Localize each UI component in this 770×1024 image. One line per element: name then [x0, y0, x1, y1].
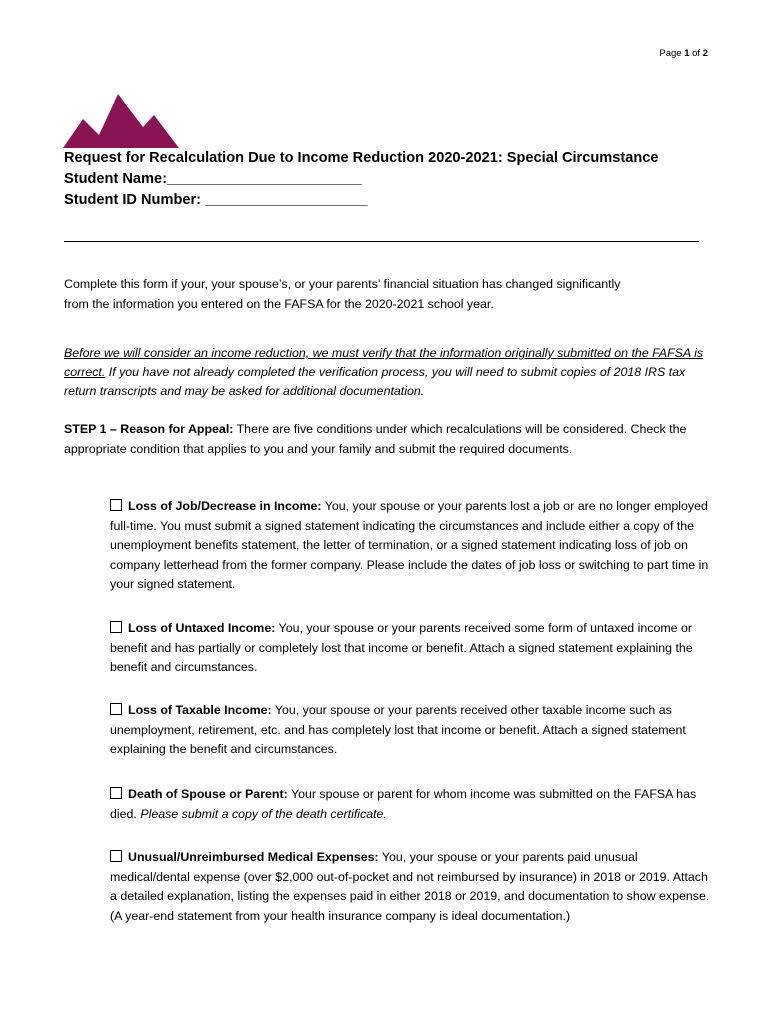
condition-italic-note: Please submit a copy of the death certificate.	[140, 806, 387, 821]
mountain-logo-icon	[63, 93, 179, 148]
notice-underlined: Before we will consider an income reduction, we must verify that the information originally submitted on the FAFSA is correct.	[64, 346, 704, 379]
step-1-label: STEP 1 – Reason for Appeal:	[64, 422, 234, 436]
step-1-text: There are five conditions under which recalculations will be considered. Check the appropriate condition that applies to you and your family and submit the required documents.	[64, 422, 687, 456]
condition-title: Death of Spouse or Parent:	[128, 787, 288, 801]
condition-text: You, your spouse or your parents received other taxable income such as unemployment, retirement, etc. and has completely lost that income or benefit. Attach a signed statement explaining the benefit and circumstances.	[110, 703, 686, 756]
condition-text: You, your spouse or your parents received some form of untaxed income or benefit and has partially or completely lost that income or benefit. Attach a signed statement explaining the benefit and circumstances.	[110, 621, 693, 674]
condition-text: Your spouse or parent for whom income was submitted on the FAFSA has died.	[110, 787, 697, 821]
intro-line-1: Complete this form if your, your spouse’s, or your parents’ financial situation has changed significantly	[64, 277, 621, 291]
condition-loss-of-untaxed-income	[110, 619, 710, 678]
condition-title: Unusual/Unreimbursed Medical Expenses:	[128, 850, 379, 864]
intro-line-2: from the information you entered on the FAFSA for the 2020-2021 school year.	[64, 297, 494, 311]
condition-title: Loss of Job/Decrease in Income:	[128, 499, 322, 513]
verification-notice	[64, 344, 714, 401]
page-total: 2	[702, 48, 708, 59]
checkbox[interactable]	[110, 850, 122, 862]
intro-paragraph	[64, 274, 714, 314]
condition-loss-of-taxable-income	[110, 701, 710, 760]
student-name-field[interactable]: Student Name:________________________	[64, 171, 362, 187]
condition-text: You, your spouse or your parents paid unusual medical/dental expense (over $2,000 out-of-pocket and not reimbursed by insurance) in 2018 or 2019. Attach a detailed explanation, listing the expenses paid in either 2018 or 2019, and documentation to show expense. (A year-end statement from your health insurance company is ideal documentation.)	[110, 850, 710, 923]
condition-title: Loss of Taxable Income:	[128, 703, 272, 717]
form-title: Request for Recalculation Due to Income Reduction 2020-2021: Special Circumstance	[64, 150, 659, 166]
condition-loss-of-job	[110, 497, 710, 595]
page-number	[659, 48, 708, 59]
checkbox[interactable]	[110, 621, 122, 633]
page-of: of	[692, 48, 701, 59]
condition-medical-expenses	[110, 848, 710, 926]
page-current: 1	[684, 48, 690, 59]
checkbox[interactable]	[110, 703, 122, 715]
condition-text: You, your spouse or your parents lost a job or are no longer employed full-time. You must submit a signed statement indicating the circumstances and include either a copy of the unemployment benefits statement, the letter of termination, or a signed statement indicating loss of job on company letterhead from the former company. Please include the dates of job loss or switching to part time in your signed statement.	[110, 499, 709, 591]
notice-rest: If you have not already completed the verification process, you will need to submit copies of 2018 IRS tax return transcripts and may be asked for additional documentation.	[64, 365, 686, 398]
condition-death-of-spouse-or-parent	[110, 785, 710, 824]
checkbox[interactable]	[110, 499, 122, 511]
divider	[64, 241, 699, 242]
form-header	[64, 148, 724, 211]
step-1-instructions	[64, 419, 704, 459]
condition-title: Loss of Untaxed Income:	[128, 621, 276, 635]
checkbox[interactable]	[110, 787, 122, 799]
student-id-field[interactable]: Student ID Number: ____________________	[64, 192, 368, 208]
page-label: Page	[659, 48, 682, 59]
